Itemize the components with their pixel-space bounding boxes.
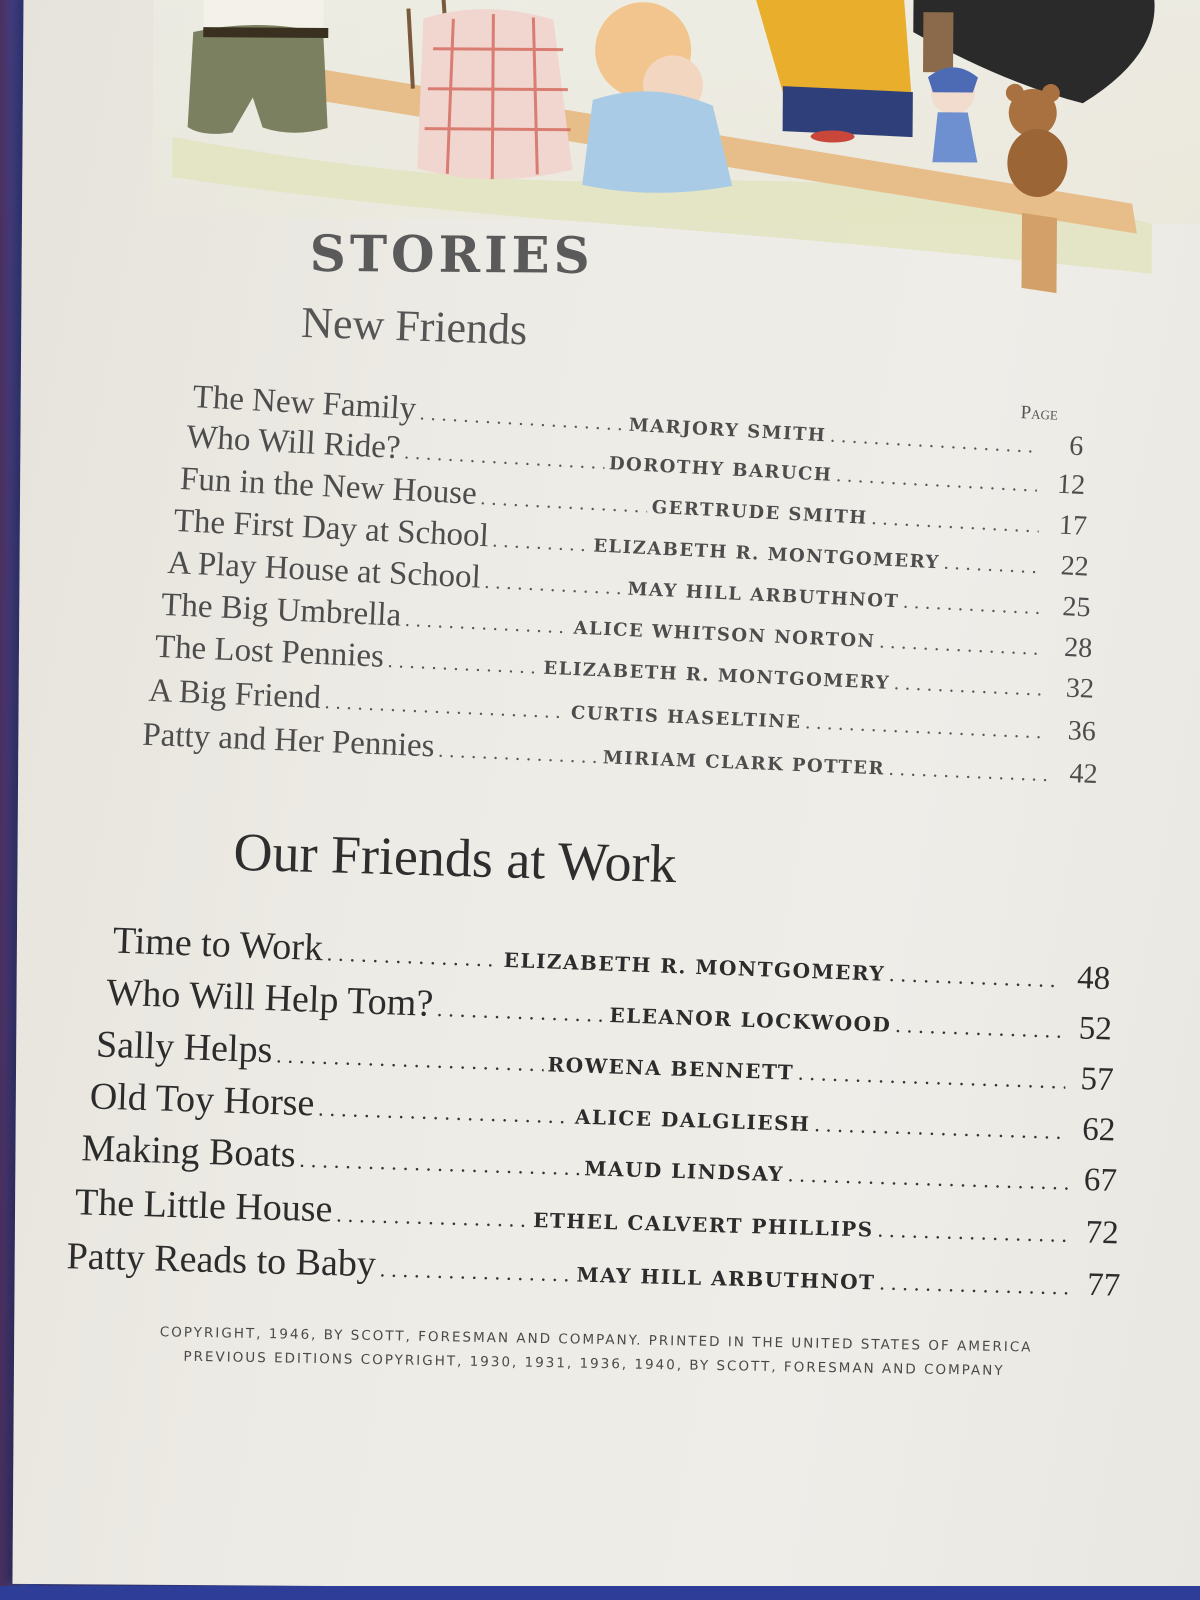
story-title: Making Boats [80,1127,297,1176]
story-page-number: 72 [1085,1214,1120,1252]
page-column-label: Page [1020,402,1059,425]
story-title: Patty Reads to Baby [66,1235,377,1286]
story-page-number: 28 [1063,631,1093,665]
story-author: ELIZABETH R. MONTGOMERY [543,657,891,694]
story-author: DOROTHY BARUCH [608,453,833,486]
section-title-our-friends-at-work: Our Friends at Work [232,821,678,895]
story-title: The First Day at School [173,502,490,555]
story-page-number: 42 [1068,757,1099,791]
story-title: Who Will Help Tom? [105,971,434,1025]
story-page-number: 67 [1083,1162,1118,1200]
story-title: The Big Umbrella [160,586,402,634]
story-author: ALICE DALGLIESH [574,1104,811,1136]
story-author: ELIZABETH R. MONTGOMERY [503,947,886,986]
story-title: Who Will Ride? [185,419,402,467]
story-page-number: 17 [1058,509,1088,542]
story-author: ROWENA BENNETT [547,1052,795,1085]
copyright-line: COPYRIGHT, 1946, BY SCOTT, FORESMAN AND COMPANY. PRINTED IN THE UNITED STATES OF AMERICA [159,1324,1033,1356]
story-page-number: 62 [1081,1111,1116,1149]
book-cover-bottom-edge [0,1586,1200,1600]
story-title: Patty and Her Pennies [141,716,436,765]
story-page-number: 6 [1068,430,1085,463]
page-heading: STORIES [309,223,594,285]
story-author: ETHEL CALVERT PHILLIPS [532,1208,875,1242]
story-page-number: 48 [1076,959,1111,998]
book-page [12,0,1200,1592]
story-author: CURTIS HASELTINE [570,702,802,734]
story-author: ALICE WHITSON NORTON [573,617,876,653]
story-page-number: 32 [1065,672,1095,705]
story-page-number: 77 [1086,1266,1121,1304]
story-author: MARJORY SMITH [628,414,827,447]
story-page-number: 52 [1078,1010,1113,1048]
story-page-number: 57 [1079,1061,1115,1099]
story-author: MAUD LINDSAY [584,1156,785,1187]
story-author: ELEANOR LOCKWOOD [609,1003,892,1037]
story-author: ELIZABETH R. MONTGOMERY [592,535,941,574]
story-page-number: 36 [1067,715,1097,748]
story-author: MAY HILL ARBUTHNOT [576,1262,876,1295]
story-page-number: 12 [1056,468,1086,502]
story-title: Time to Work [112,919,324,970]
story-page-number: 25 [1061,591,1092,624]
copyright-line: PREVIOUS EDITIONS COPYRIGHT, 1930, 1931, 1936, 1940, BY SCOTT, FORESMAN AND COMPANY [183,1348,1005,1380]
section-title-new-friends: New Friends [300,297,529,355]
story-title: Fun in the New House [179,460,478,512]
story-title: The Little House [74,1181,334,1231]
story-author: MIRIAM CLARK POTTER [602,747,886,780]
story-title: A Big Friend [147,672,322,716]
story-title: Sally Helps [95,1023,274,1072]
story-author: GERTRUDE SMITH [651,496,869,529]
copyright-notice [14,1324,1200,1380]
story-page-number: 22 [1059,550,1090,583]
story-title: Old Toy Horse [89,1075,316,1125]
story-title: A Play House at School [166,544,482,596]
story-author: MAY HILL ARBUTHNOT [627,578,900,613]
story-title: The Lost Pennies [154,628,385,675]
story-title: The New Family [191,379,418,428]
